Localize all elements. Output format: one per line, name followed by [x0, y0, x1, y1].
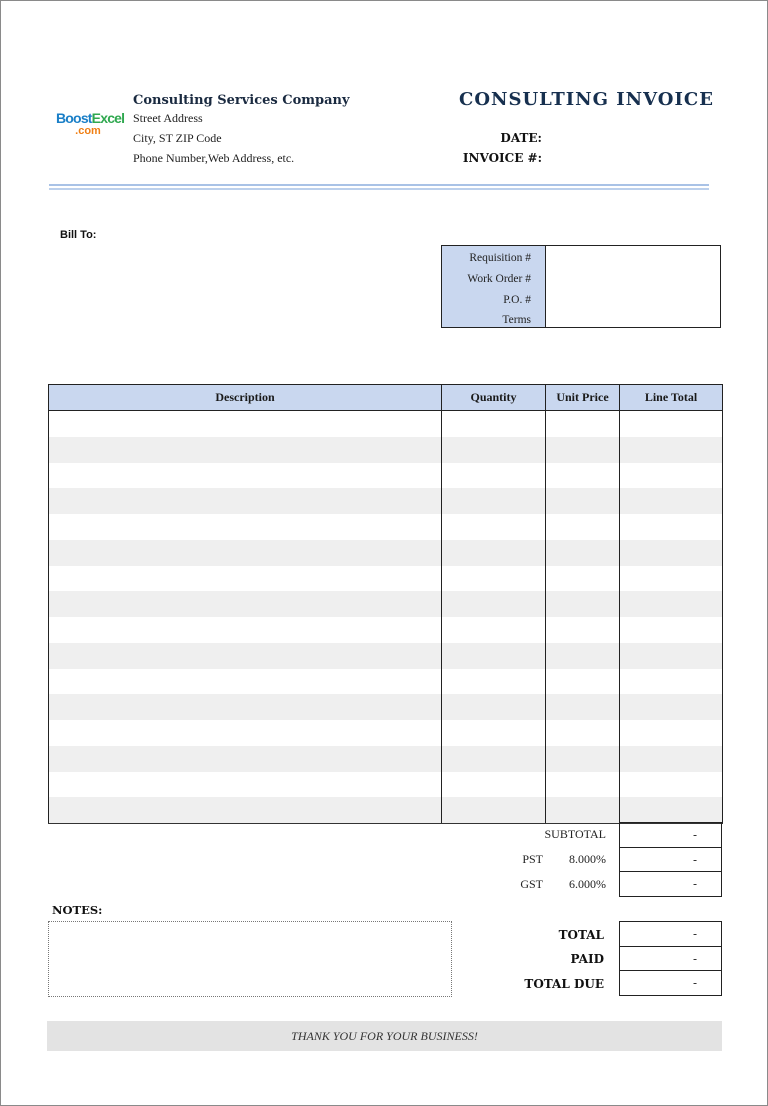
cell-quantity[interactable] — [442, 746, 546, 772]
tax-summary-box — [619, 822, 722, 897]
cell-unit-price[interactable] — [546, 694, 620, 720]
invoice-number-label: INVOICE #: — [462, 151, 542, 165]
bill-to-field[interactable] — [60, 245, 420, 335]
table-row — [49, 617, 723, 643]
cell-description[interactable] — [49, 694, 442, 720]
cell-quantity[interactable] — [442, 488, 546, 514]
gst-value: - — [692, 877, 697, 892]
pst-value: - — [620, 848, 721, 873]
cell-description[interactable] — [49, 643, 442, 669]
cell-description[interactable] — [49, 720, 442, 746]
cell-description[interactable] — [49, 746, 442, 772]
logo-text-com: .com — [75, 125, 101, 137]
table-row — [49, 411, 723, 437]
notes-field[interactable] — [48, 921, 452, 997]
requisition-field[interactable] — [546, 246, 720, 267]
cell-quantity[interactable] — [442, 411, 546, 437]
cell-description[interactable] — [49, 772, 442, 798]
cell-line-total[interactable] — [620, 669, 723, 695]
cell-line-total[interactable] — [620, 463, 723, 489]
paid-label: PAID — [570, 952, 604, 966]
cell-description[interactable] — [49, 566, 442, 592]
cell-quantity[interactable] — [442, 797, 546, 823]
cell-unit-price[interactable] — [546, 566, 620, 592]
gst-label: GST — [520, 877, 543, 891]
work-order-label: Work Order # — [467, 272, 531, 285]
thank-you-footer: THANK YOU FOR YOUR BUSINESS! — [47, 1021, 722, 1051]
total-due-label: TOTAL DUE — [524, 977, 604, 991]
boostexcel-logo — [56, 110, 125, 138]
paid-value[interactable]: - — [620, 947, 721, 972]
logo-text-excel: Excel — [91, 110, 125, 126]
cell-quantity[interactable] — [442, 643, 546, 669]
cell-unit-price[interactable] — [546, 797, 620, 823]
total-due-value: - — [692, 976, 697, 991]
column-header-description: Description — [49, 385, 442, 411]
reference-box — [441, 245, 721, 328]
table-row — [49, 463, 723, 489]
cell-quantity[interactable] — [442, 720, 546, 746]
table-row — [49, 566, 723, 592]
table-row — [49, 437, 723, 463]
column-header-unit-price: Unit Price — [546, 385, 620, 411]
table-row — [49, 746, 723, 772]
cell-quantity[interactable] — [442, 617, 546, 643]
notes-label: NOTES: — [52, 903, 103, 917]
logo-text-boost: Boost — [56, 110, 92, 126]
cell-unit-price[interactable] — [546, 746, 620, 772]
company-contact[interactable]: Phone Number,Web Address, etc. — [133, 151, 295, 165]
company-street[interactable]: Street Address — [133, 111, 203, 125]
cell-description[interactable] — [49, 797, 442, 823]
cell-quantity[interactable] — [442, 669, 546, 695]
cell-quantity[interactable] — [442, 772, 546, 798]
cell-quantity[interactable] — [442, 694, 546, 720]
cell-description[interactable] — [49, 514, 442, 540]
totals-box — [619, 921, 722, 996]
date-field[interactable] — [549, 129, 719, 147]
cell-unit-price[interactable] — [546, 488, 620, 514]
cell-quantity[interactable] — [442, 514, 546, 540]
table-row — [49, 720, 723, 746]
reference-values — [546, 246, 720, 327]
invoice-title: CONSULTING INVOICE — [459, 89, 714, 110]
terms-field[interactable] — [546, 308, 720, 329]
cell-line-total[interactable] — [620, 694, 723, 720]
table-row — [49, 591, 723, 617]
column-header-quantity: Quantity — [442, 385, 546, 411]
subtotal-label: SUBTOTAL — [544, 827, 606, 841]
reference-labels — [442, 246, 546, 327]
cell-quantity[interactable] — [442, 463, 546, 489]
cell-unit-price[interactable] — [546, 669, 620, 695]
cell-quantity[interactable] — [442, 437, 546, 463]
company-city[interactable]: City, ST ZIP Code — [133, 131, 222, 145]
table-row — [49, 540, 723, 566]
cell-unit-price[interactable] — [546, 591, 620, 617]
cell-description[interactable] — [49, 488, 442, 514]
table-row — [49, 669, 723, 695]
cell-description[interactable] — [49, 411, 442, 437]
cell-unit-price[interactable] — [546, 514, 620, 540]
cell-unit-price[interactable] — [546, 463, 620, 489]
cell-description[interactable] — [49, 617, 442, 643]
cell-unit-price[interactable] — [546, 617, 620, 643]
cell-unit-price[interactable] — [546, 720, 620, 746]
cell-line-total[interactable] — [620, 437, 723, 463]
table-row — [49, 797, 723, 823]
table-row — [49, 694, 723, 720]
company-name[interactable]: Consulting Services Company — [133, 93, 350, 108]
cell-quantity[interactable] — [442, 591, 546, 617]
gst-rate[interactable]: 6.000% — [569, 877, 606, 891]
cell-unit-price[interactable] — [546, 540, 620, 566]
cell-line-total[interactable] — [620, 617, 723, 643]
table-row — [49, 772, 723, 798]
cell-line-total[interactable] — [620, 720, 723, 746]
cell-unit-price[interactable] — [546, 411, 620, 437]
pst-label: PST — [522, 852, 543, 866]
cell-unit-price[interactable] — [546, 772, 620, 798]
cell-description[interactable] — [49, 437, 442, 463]
invoice-number-field[interactable] — [549, 149, 719, 167]
column-header-line-total: Line Total — [620, 385, 723, 411]
po-label: P.O. # — [503, 293, 531, 306]
cell-line-total[interactable] — [620, 772, 723, 798]
work-order-field[interactable] — [546, 267, 720, 288]
line-items-body — [49, 411, 723, 824]
cell-unit-price[interactable] — [546, 643, 620, 669]
po-field[interactable] — [546, 288, 720, 309]
total-label: TOTAL — [558, 928, 604, 942]
cell-description[interactable] — [49, 463, 442, 489]
terms-label: Terms — [502, 314, 531, 327]
cell-description[interactable] — [49, 591, 442, 617]
cell-line-total[interactable] — [620, 591, 723, 617]
header-divider — [49, 184, 709, 186]
table-row — [49, 514, 723, 540]
cell-description[interactable] — [49, 669, 442, 695]
cell-line-total[interactable] — [620, 514, 723, 540]
cell-line-total[interactable] — [620, 488, 723, 514]
total-value: - — [620, 922, 721, 947]
pst-rate[interactable]: 8.000% — [569, 852, 606, 866]
header-divider-2 — [49, 188, 709, 190]
cell-line-total[interactable] — [620, 540, 723, 566]
date-label: DATE: — [500, 131, 542, 145]
requisition-label: Requisition # — [469, 252, 531, 264]
subtotal-value: - — [620, 823, 721, 848]
cell-line-total[interactable] — [620, 643, 723, 669]
cell-line-total[interactable] — [620, 566, 723, 592]
cell-line-total[interactable] — [620, 746, 723, 772]
bill-to-label: Bill To: — [60, 229, 97, 241]
cell-unit-price[interactable] — [546, 437, 620, 463]
cell-line-total[interactable] — [620, 797, 723, 823]
cell-description[interactable] — [49, 540, 442, 566]
cell-line-total[interactable] — [620, 411, 723, 437]
cell-quantity[interactable] — [442, 540, 546, 566]
table-row — [49, 643, 723, 669]
table-row — [49, 488, 723, 514]
table-header-row — [49, 385, 723, 411]
cell-quantity[interactable] — [442, 566, 546, 592]
line-items-table — [48, 384, 723, 824]
